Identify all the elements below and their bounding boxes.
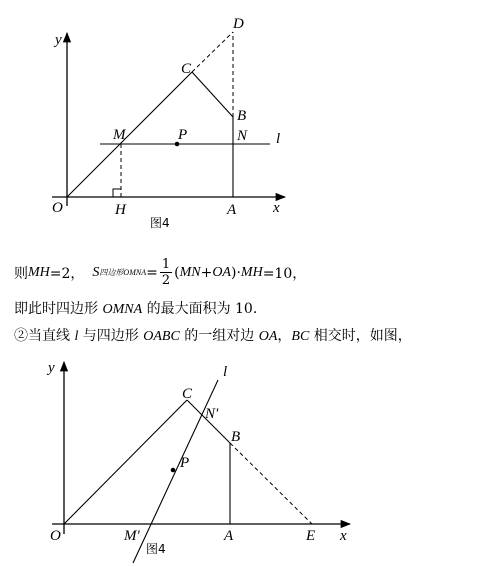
text-line-3	[14, 325, 412, 345]
label-p: P	[178, 127, 188, 143]
label-m-prime: M'	[124, 528, 140, 544]
text-l3-a: ②当直线	[14, 328, 75, 344]
var-oa: OA	[212, 264, 231, 280]
label-l: l	[276, 131, 281, 147]
text-paren-open: (	[174, 264, 180, 281]
segment-cb	[192, 72, 233, 117]
label-y: y	[48, 360, 55, 376]
right-angle-mark	[113, 189, 121, 197]
segment-oc	[67, 72, 192, 197]
text-prefix: 则	[14, 265, 28, 282]
text-l3-c: 的一组对边	[179, 328, 259, 344]
text-l2-a: 即此时四边形	[14, 301, 103, 317]
label-h: H	[115, 202, 126, 218]
text-l3-d: ，	[277, 328, 292, 344]
text-eq: =	[146, 264, 158, 281]
text-plus: +	[200, 264, 213, 281]
fraction-half	[160, 258, 172, 287]
label-m: M	[113, 127, 126, 143]
var-mn: MN	[179, 264, 201, 280]
dashed-cd	[192, 32, 233, 72]
text-l2-b: 的最大面积为 10.	[142, 301, 258, 317]
text-paren-close: )·	[230, 264, 241, 281]
label-a: A	[224, 528, 234, 544]
label-b: B	[231, 429, 241, 445]
text-line-1	[14, 258, 306, 287]
label-c: C	[181, 61, 192, 77]
var-oabc: OABC	[143, 329, 180, 344]
label-a: A	[227, 202, 237, 218]
var-oa-2: OA	[258, 329, 278, 344]
var-mh: MH	[28, 264, 50, 280]
label-e: E	[306, 528, 316, 544]
label-x: x	[273, 200, 280, 216]
label-o: O	[50, 528, 61, 544]
label-b: B	[237, 108, 247, 124]
text-l3-e: 相交时，如图，	[309, 328, 412, 344]
text-line-2	[14, 298, 257, 318]
var-bc: BC	[291, 329, 310, 344]
var-s-subscript: 四边形OMNA	[99, 268, 147, 277]
point-p	[171, 468, 176, 473]
figure-2	[0, 350, 497, 567]
figure-1-caption: 图4	[150, 216, 170, 230]
var-s: S	[92, 264, 100, 280]
label-y: y	[55, 32, 62, 48]
figure-1	[0, 0, 497, 235]
label-n: N	[237, 128, 248, 144]
text-eq2: =2，	[49, 265, 85, 282]
label-x: x	[340, 528, 347, 544]
var-omna: OMNA	[102, 302, 143, 317]
label-c: C	[182, 386, 193, 402]
text-l3-b: 与四边形	[78, 328, 144, 344]
dashed-be	[230, 443, 312, 524]
label-n-prime: N'	[205, 406, 219, 422]
var-mh-2: MH	[240, 264, 263, 280]
label-d: D	[233, 16, 244, 32]
text-end: =10，	[262, 265, 307, 282]
fraction-denominator: 2	[161, 273, 171, 288]
var-l: l	[74, 329, 79, 344]
fraction-numerator: 1	[161, 257, 171, 272]
figure-2-caption: 图4	[146, 542, 166, 556]
label-o: O	[52, 200, 63, 216]
segment-oc	[64, 400, 190, 524]
label-l: l	[223, 364, 228, 380]
label-p: P	[180, 455, 190, 471]
